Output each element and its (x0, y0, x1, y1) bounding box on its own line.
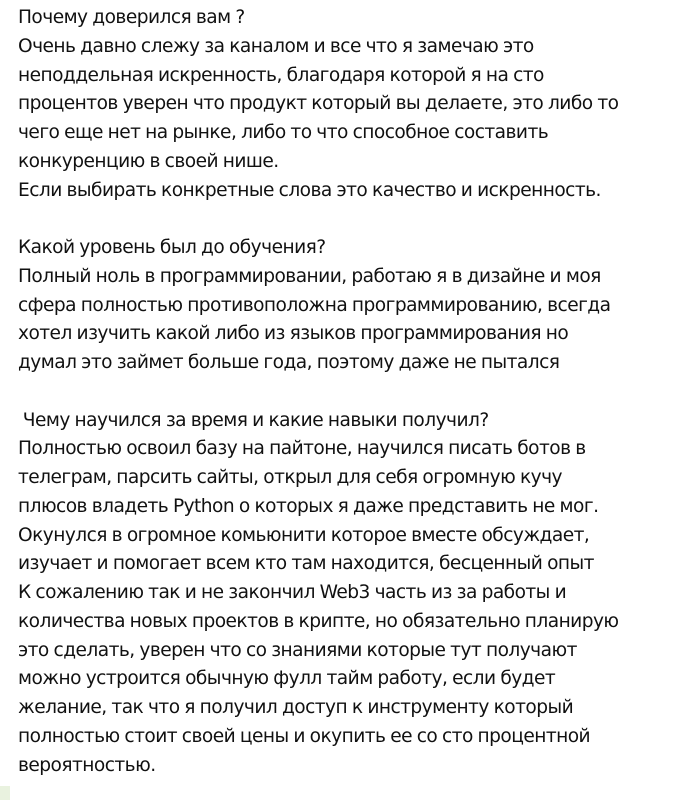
text-line: думал это займет больше года, поэтому даже не пытался (18, 352, 560, 373)
text-line: это сделать, уверен что со знаниями которые тут получают (18, 639, 577, 661)
text-line: изучает и помогает всем кто там находится, бесценный опыт (18, 553, 594, 575)
text-line: вероятностью. (18, 754, 156, 776)
text-line: чего еще нет на рынке, либо то что способное составить (18, 122, 549, 143)
text-line: сфера полностью противоположна программированию, всегда (18, 294, 611, 316)
bubble-tail (0, 786, 10, 800)
text-line: Окунулся в огромное комьюнити которое вместе обсуждает, (18, 524, 590, 546)
text-line: Если выбирать конкретные слова это качество и искренность. (18, 179, 601, 201)
text-line: К сожалению так и не закончил Web3 часть из за работы и (18, 582, 567, 603)
text-line: Очень давно слежу за каналом и все что я замечаю это (18, 35, 534, 57)
text-line: Почему доверился вам ? (18, 7, 245, 28)
text-line: полностью стоит своей цены и окупить ее со сто процентной (18, 725, 591, 747)
paragraph-gap (18, 378, 688, 407)
text-line: телеграм, парсить сайты, открыл для себя огромную кучу (18, 467, 562, 488)
text-line: конкуренцию в своей нише. (18, 150, 279, 172)
text-line: хотел изучить какой либо из языков программирования но (18, 323, 569, 345)
text-line: Полный ноль в программировании, работаю я в дизайне и моя (18, 265, 601, 287)
text-line: неподдельная искренность, благодаря которой я на сто (18, 64, 544, 86)
message-text (18, 4, 688, 780)
text-line: Какой уровень был до обучения? (18, 237, 326, 258)
text-line: процентов уверен что продукт который вы делаете, это либо то (18, 93, 619, 115)
text-line: можно устроится обычную фулл тайм работу, если будет (18, 668, 556, 690)
text-line: желание, так что я получил доступ к инструменту который (18, 697, 574, 718)
text-line: Чему научился за время и какие навыки получил? (18, 409, 489, 431)
text-line: количества новых проектов в крипте, но обязательно планирую (18, 610, 619, 632)
text-line: плюсов владеть Python о которых я даже представить не мог. (18, 495, 599, 517)
paragraph-gap (18, 205, 688, 234)
text-line: Полностью освоил базу на пайтоне, научился писать ботов в (18, 438, 586, 460)
